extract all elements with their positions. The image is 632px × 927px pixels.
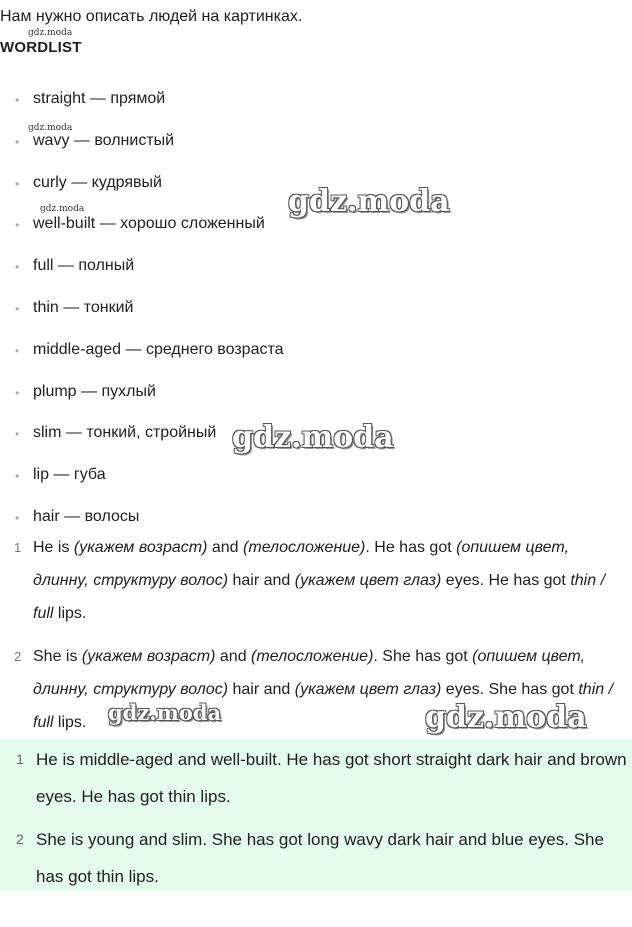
answer-number: 2 <box>16 831 24 847</box>
answers-block <box>0 739 632 891</box>
wordlist-item: • straight — прямой <box>0 86 284 128</box>
watermark-logo: gdz.moda <box>288 184 450 219</box>
wordlist-item: • curly — кудрявый <box>0 170 284 212</box>
wordlist-item: • hair — волосы <box>0 504 284 546</box>
wordlist-item: • thin — тонкий <box>0 295 284 337</box>
task-number: 2 <box>14 649 22 664</box>
answer-item <box>0 821 632 895</box>
task-item <box>0 531 632 630</box>
watermark-logo: gdz.moda <box>28 28 73 38</box>
wordlist-item: • wavy — волнистый <box>0 128 284 170</box>
answer-text: He is middle-aged and well-built. He has got short straight dark hair and brown eyes. He has got thin lips. <box>36 750 627 806</box>
wordlist-item: • well-built — хорошо сложенный <box>0 211 284 253</box>
watermark-logo: gdz.moda <box>425 700 587 735</box>
task-text: She is (укажем возраст) and (телосложение). She has got (опишем цвет, длинну, структуру волос) hair and (укажем цвет глаз) eyes. She has got thin / full lips. <box>33 648 614 731</box>
watermark-logo: gdz.moda <box>28 123 73 133</box>
wordlist-item: • full — полный <box>0 253 284 295</box>
wordlist-item: • plump — пухлый <box>0 379 284 421</box>
answer-item <box>0 741 632 815</box>
wordlist <box>0 86 284 546</box>
intro-text: Нам нужно описать людей на картинках. <box>0 8 303 25</box>
task-text: He is (укажем возраст) and (телосложение). He has got (опишем цвет, длинну, структуру волос) hair and (укажем цвет глаз) eyes. He has got thin / full lips. <box>33 539 606 622</box>
watermark-logo: gdz.moda <box>108 700 222 725</box>
answer-number: 1 <box>16 751 24 767</box>
task-number: 1 <box>14 540 22 555</box>
wordlist-item: • middle-aged — среднего возраста <box>0 337 284 379</box>
wordlist-heading: WORDLIST <box>0 39 82 56</box>
watermark-logo: gdz.moda <box>40 204 85 214</box>
watermark-logo: gdz.moda <box>232 420 394 455</box>
wordlist-item: • lip — губа <box>0 462 284 504</box>
wordlist-item: • slim — тонкий, стройный <box>0 420 284 462</box>
answer-text: She is young and slim. She has got long wavy dark hair and blue eyes. She has got thin lips. <box>36 830 604 886</box>
